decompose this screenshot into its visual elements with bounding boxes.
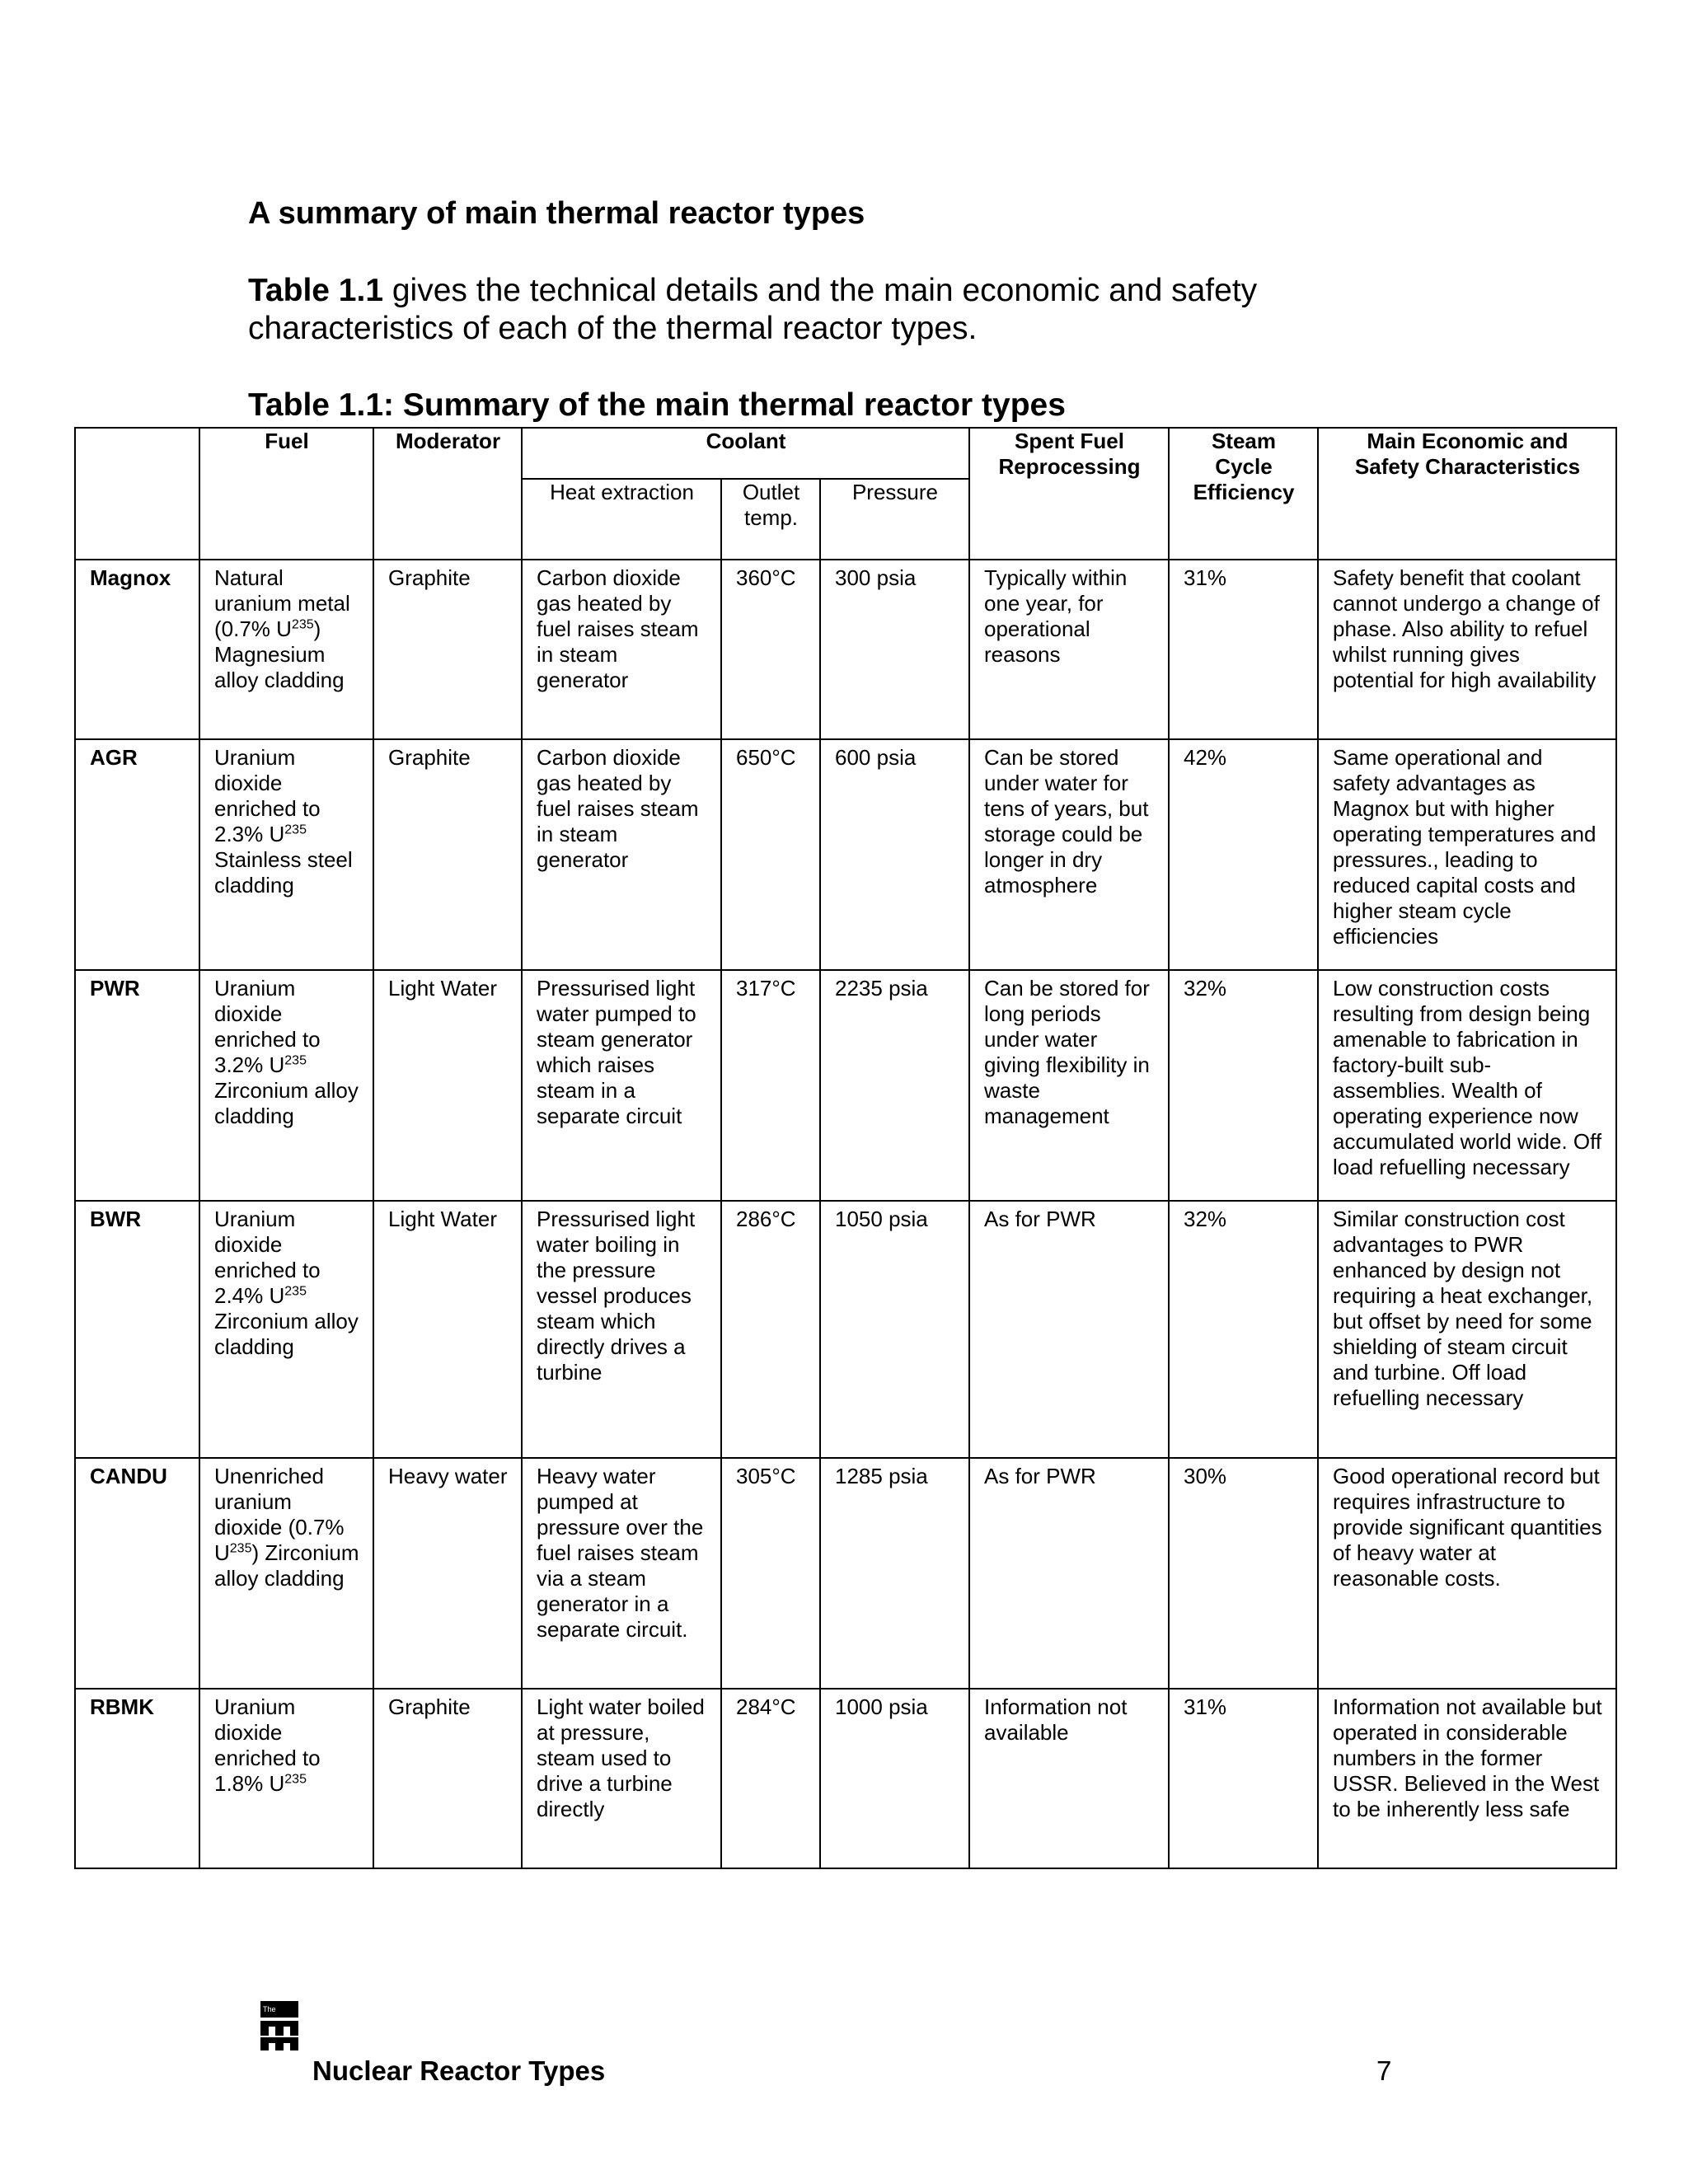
characteristics-cell: Similar construction cost advantages to PWR enhanced by design not requiring a heat exchanger, but offset by need for some shielding of steam circuit and turbine. Off load refuelling necessary — [1318, 1201, 1616, 1458]
outlet-temp-cell: 284°C — [721, 1689, 820, 1868]
header-pressure: Pressure — [820, 479, 969, 560]
moderator-cell: Light Water — [373, 1201, 522, 1458]
header-moderator: Moderator — [373, 428, 522, 560]
reactor-name: PWR — [75, 970, 199, 1201]
efficiency-cell: 31% — [1169, 1689, 1318, 1868]
table-row — [75, 1458, 1616, 1689]
spent-fuel-cell: Can be stored under water for tens of years, but storage could be longer in dry atmosphere — [969, 739, 1169, 970]
efficiency-cell: 30% — [1169, 1458, 1318, 1689]
pressure-cell: 1285 psia — [820, 1458, 969, 1689]
heat-extraction-cell: Pressurised light water boiling in the pressure vessel produces steam which directly drives a turbine — [522, 1201, 721, 1458]
fuel-cell: Unenriched uranium dioxide (0.7% $U^{235}$) Zirconium alloy cladding — [199, 1458, 373, 1689]
fuel-cell: Uranium dioxide enriched to 3.2% $U^{235}$ Zirconium alloy cladding — [199, 970, 373, 1201]
characteristics-cell: Good operational record but requires infrastructure to provide significant quantities of heavy water at reasonable costs. — [1318, 1458, 1616, 1689]
spent-fuel-cell: Typically within one year, for operational reasons — [969, 560, 1169, 739]
outlet-temp-cell: 286°C — [721, 1201, 820, 1458]
efficiency-cell: 31% — [1169, 560, 1318, 739]
table-row — [75, 1201, 1616, 1458]
moderator-cell: Light Water — [373, 970, 522, 1201]
header-main-econ: Main Economic and Safety Characteristics — [1318, 428, 1616, 560]
characteristics-cell: Safety benefit that coolant cannot undergo a change of phase. Also ability to refuel whilst running gives potential for high availability — [1318, 560, 1616, 739]
reactor-table — [74, 427, 1617, 1869]
intro-table-ref: Table 1.1 — [248, 273, 384, 308]
fuel-cell: Uranium dioxide enriched to 2.4% $U^{235}$ Zirconium alloy cladding — [199, 1201, 373, 1458]
characteristics-cell: Information not available but operated in considerable numbers in the former USSR. Believed in the West to be inherently less safe — [1318, 1689, 1616, 1868]
footer-title: Nuclear Reactor Types — [312, 2055, 606, 2086]
header-spent-fuel: Spent Fuel Reprocessing — [969, 428, 1169, 560]
characteristics-cell: Low construction costs resulting from design being amenable to fabrication in factory-built sub-assemblies. Wealth of operating experience now accumulated world wide. Off load refuelling necessary — [1318, 970, 1616, 1201]
moderator-cell: Graphite — [373, 739, 522, 970]
header-outlet-temp: Outlet temp. — [721, 479, 820, 560]
heat-extraction-cell: Carbon dioxide gas heated by fuel raises steam in steam generator — [522, 560, 721, 739]
table-row — [75, 1689, 1616, 1868]
table-caption: Table 1.1: Summary of the main thermal reactor types — [248, 387, 1066, 423]
moderator-cell: Graphite — [373, 560, 522, 739]
spent-fuel-cell: As for PWR — [969, 1201, 1169, 1458]
reactor-name: RBMK — [75, 1689, 199, 1868]
moderator-cell: Heavy water — [373, 1458, 522, 1689]
logo-text: The — [263, 2005, 276, 2013]
intro-paragraph — [248, 272, 1418, 348]
heat-extraction-cell: Light water boiled at pressure, steam used to drive a turbine directly — [522, 1689, 721, 1868]
pressure-cell: 600 psia — [820, 739, 969, 970]
fuel-cell: Uranium dioxide enriched to 1.8% $U^{235}$ — [199, 1689, 373, 1868]
outlet-temp-cell: 305°C — [721, 1458, 820, 1689]
pressure-cell: 2235 psia — [820, 970, 969, 1201]
efficiency-cell: 32% — [1169, 970, 1318, 1201]
reactor-name: CANDU — [75, 1458, 199, 1689]
reactor-name: AGR — [75, 739, 199, 970]
reactor-name: BWR — [75, 1201, 199, 1458]
fuel-cell: Natural uranium metal (0.7% $U^{235}$) Magnesium alloy cladding — [199, 560, 373, 739]
header-steam-cycle: Steam Cycle Efficiency — [1169, 428, 1318, 560]
efficiency-cell: 32% — [1169, 1201, 1318, 1458]
table-row — [75, 739, 1616, 970]
header-coolant: Coolant — [522, 428, 969, 479]
characteristics-cell: Same operational and safety advantages as Magnox but with higher operating temperatures and pressures., leading to reduced capital costs and higher steam cycle efficiencies — [1318, 739, 1616, 970]
institution-logo — [260, 2001, 298, 2050]
outlet-temp-cell: 650°C — [721, 739, 820, 970]
page-heading: A summary of main thermal reactor types — [248, 196, 865, 231]
pressure-cell: 1050 psia — [820, 1201, 969, 1458]
intro-text: gives the technical details and the main economic and safety characteristics of each of the thermal reactor types. — [248, 273, 1258, 346]
reactor-name: Magnox — [75, 560, 199, 739]
moderator-cell: Graphite — [373, 1689, 522, 1868]
table-row — [75, 560, 1616, 739]
fuel-cell: Uranium dioxide enriched to 2.3% $U^{235}$ Stainless steel cladding — [199, 739, 373, 970]
pressure-cell: 1000 psia — [820, 1689, 969, 1868]
page-number: 7 — [1376, 2055, 1392, 2086]
header-heat-extraction: Heat extraction — [522, 479, 721, 560]
heat-extraction-cell: Heavy water pumped at pressure over the fuel raises steam via a steam generator in a separate circuit. — [522, 1458, 721, 1689]
outlet-temp-cell: 317°C — [721, 970, 820, 1201]
spent-fuel-cell: Can be stored for long periods under water giving flexibility in waste management — [969, 970, 1169, 1201]
heat-extraction-cell: Carbon dioxide gas heated by fuel raises steam in steam generator — [522, 739, 721, 970]
outlet-temp-cell: 360°C — [721, 560, 820, 739]
efficiency-cell: 42% — [1169, 739, 1318, 970]
corner-header — [75, 428, 199, 560]
spent-fuel-cell: Information not available — [969, 1689, 1169, 1868]
heat-extraction-cell: Pressurised light water pumped to steam generator which raises steam in a separate circuit — [522, 970, 721, 1201]
pressure-cell: 300 psia — [820, 560, 969, 739]
spent-fuel-cell: As for PWR — [969, 1458, 1169, 1689]
header-fuel: Fuel — [199, 428, 373, 560]
table-row — [75, 970, 1616, 1201]
